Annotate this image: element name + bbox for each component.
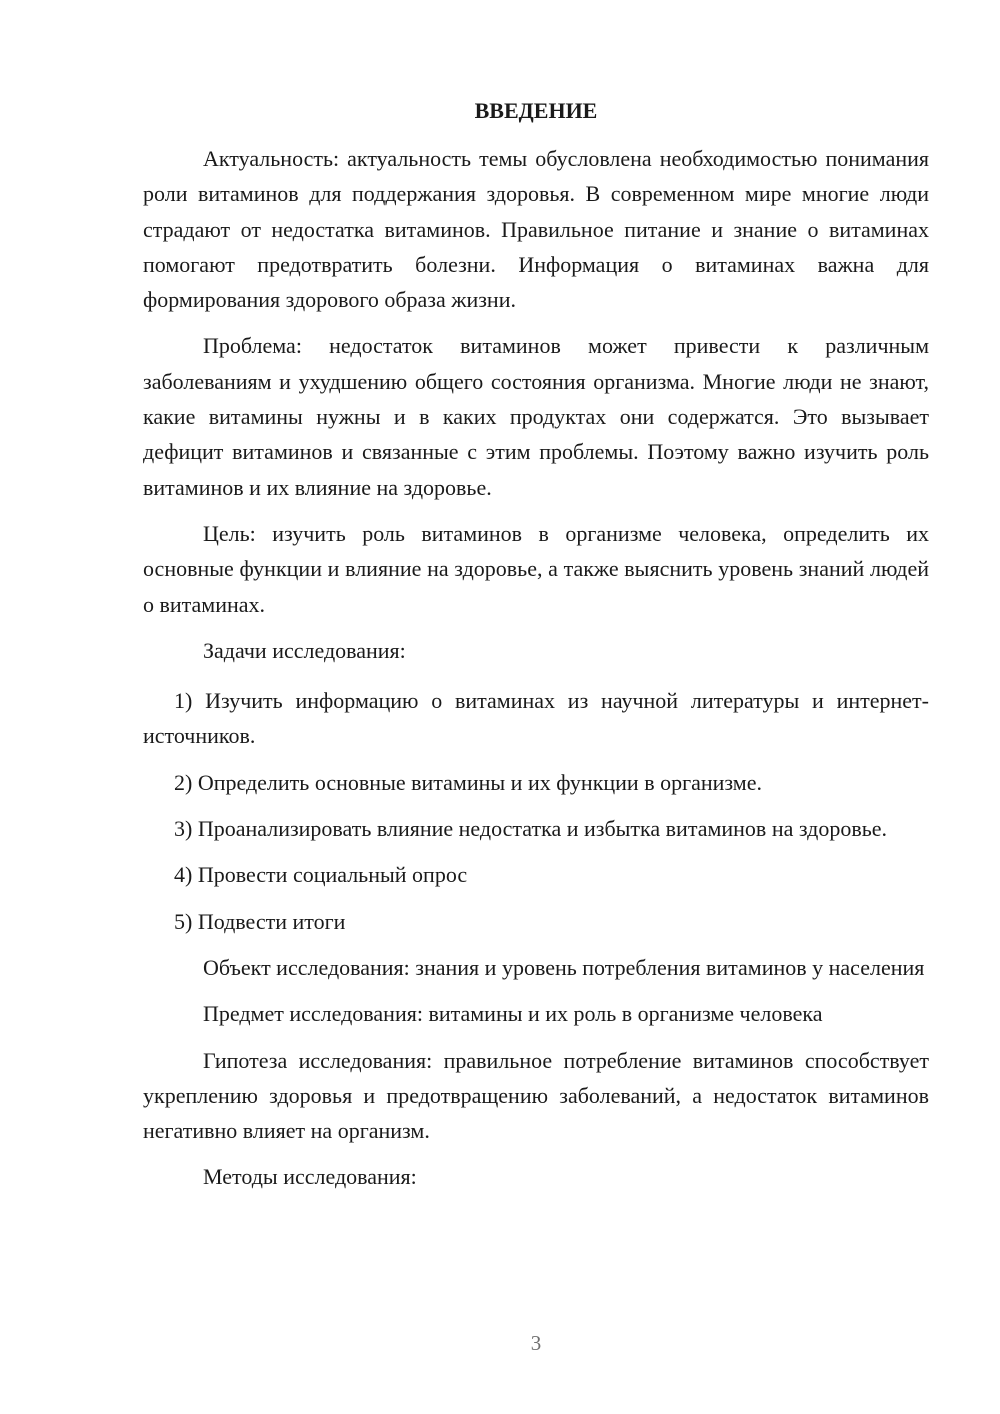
problem-paragraph: Проблема: недостаток витаминов может привести к различным заболеваниям и ухудшению общего состояния организма. Многие люди не знают, какие витамины нужны и в каких продуктах они содержатся. Это вызывает дефицит витаминов и связанные с этим проблемы. Поэтому важно изучить роль витаминов и их влияние на здоровье. xyxy=(143,333,929,500)
hypothesis-paragraph: Гипотеза исследования: правильное потребление витаминов способствует укреплению здоровья и предотвращению заболеваний, а недостаток витаминов негативно влияет на организм. xyxy=(143,1047,929,1144)
goal-paragraph: Цель: изучить роль витаминов в организме человека, определить их основные функции и влияние на здоровье, а также выяснить уровень знаний людей о витаминах. xyxy=(143,520,929,617)
methods-heading: Методы исследования: xyxy=(203,1164,417,1190)
page-title: ВВЕДЕНИЕ xyxy=(474,98,598,123)
subject-paragraph: Предмет исследования: витамины и их роль в организме человека xyxy=(203,1001,823,1027)
task-item: 5) Подвести итоги xyxy=(174,908,346,934)
task-item: 3) Проанализировать влияние недостатка и избытка витаминов на здоровье. xyxy=(174,816,888,842)
task-item: 2) Определить основные витамины и их функции в организме. xyxy=(174,769,762,795)
task-item: 1) Изучить информацию о витаминах из научной литературы и интернет-источников. xyxy=(143,688,929,749)
object-paragraph: Объект исследования: знания и уровень потребления витаминов у населения xyxy=(203,954,925,980)
relevance-paragraph: Актуальность: актуальность темы обусловлена необходимостью понимания роли витаминов для поддержания здоровья. В современном мире многие люди страдают от недостатка витаминов. Правильное питание и знание о витаминах помогают предотвратить болезни. Информация о витаминах важна для формирования здорового образа жизни. xyxy=(143,146,929,313)
task-item: 4) Провести социальный опрос xyxy=(174,862,468,888)
page-number: 3 xyxy=(530,1331,542,1355)
document-page xyxy=(143,0,929,1414)
document-body xyxy=(143,141,929,1206)
tasks-heading: Задачи исследования: xyxy=(203,637,406,663)
